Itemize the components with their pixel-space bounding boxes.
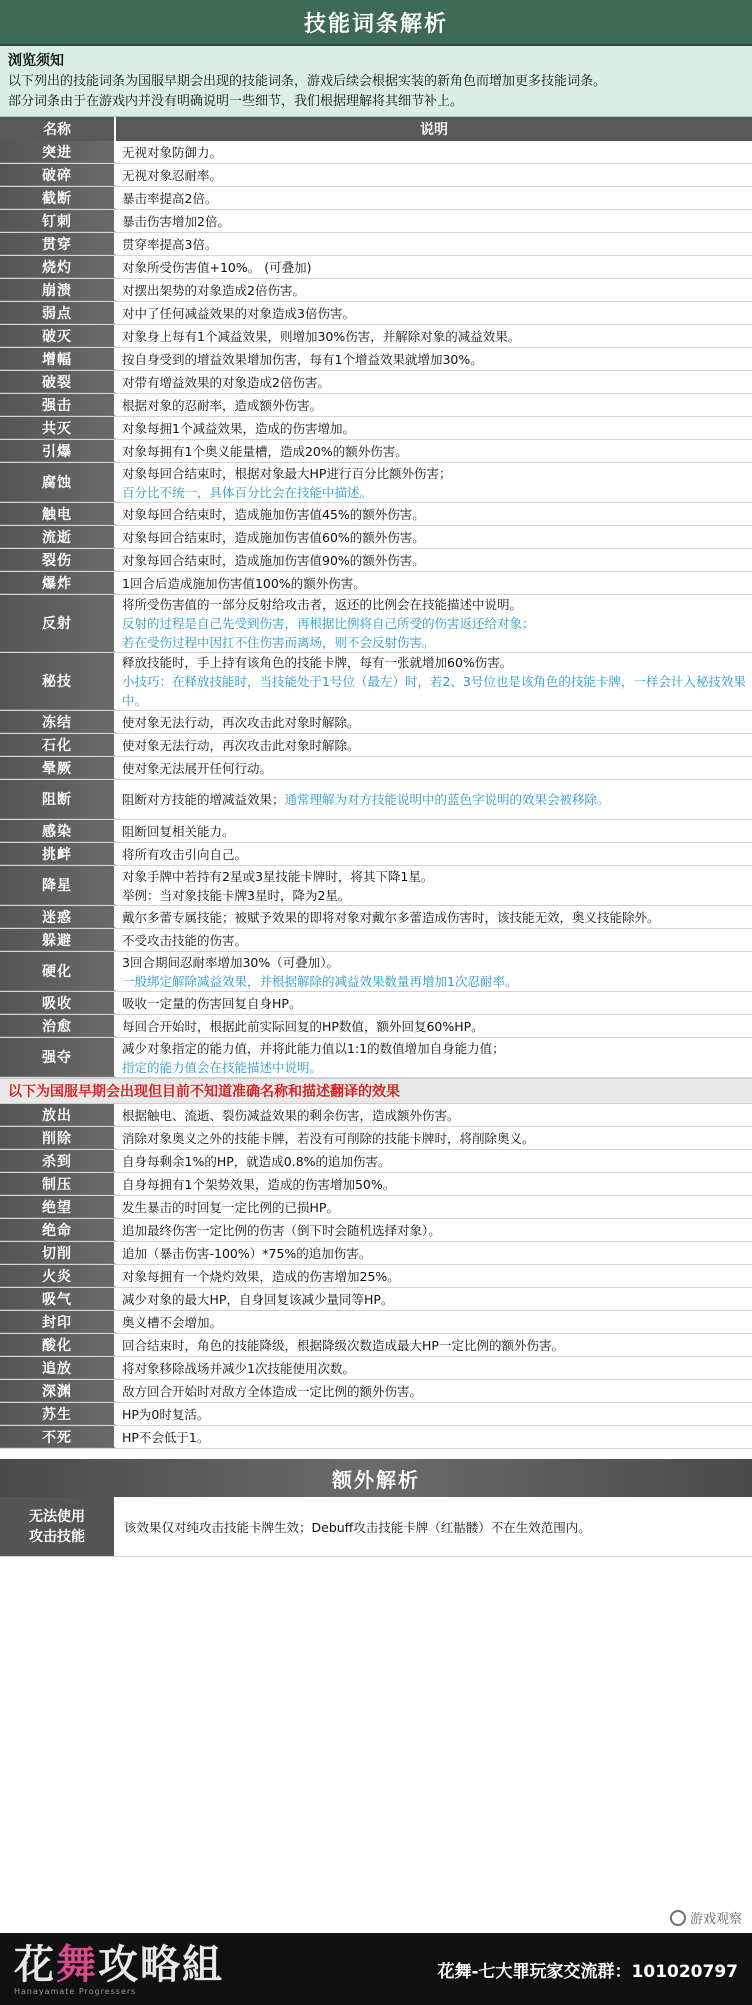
- skill-description: [116, 866, 752, 905]
- skill-name: 强夺: [0, 1038, 116, 1077]
- table-row: [0, 1127, 752, 1150]
- skill-description: [116, 1015, 752, 1037]
- skill-description: [116, 906, 752, 928]
- skill-name: 烧灼: [0, 256, 116, 278]
- skill-name: 反射: [0, 595, 116, 652]
- table-row: [0, 820, 752, 843]
- skill-name: 绝望: [0, 1196, 116, 1218]
- skill-description: [116, 187, 752, 209]
- description-line: 对象手牌中若持有2星或3星技能卡牌时，将其下降1星。: [122, 868, 434, 884]
- description-line: 对象所受伤害值+10%。 (可叠加): [122, 259, 312, 275]
- table-row: [0, 164, 752, 187]
- description-note: 反射的过程是自己先受到伤害，再根据比例将自己所受的伤害返还给对象；: [122, 616, 535, 631]
- skill-name: 增幅: [0, 348, 116, 370]
- table-row: [0, 371, 752, 394]
- watermark-text: 游戏观察: [689, 1912, 742, 1927]
- extra-row-name: [0, 1497, 116, 1556]
- description-line: 将所受伤害值的一部分反射给攻击者，返还的比例会在技能描述中说明。: [122, 597, 523, 612]
- table-row: [0, 348, 752, 371]
- description-note: 小技巧：在释放技能时，当技能处于1号位（最左）时，若2、3号位也是该角色的技能卡牌，一样会计入秘技效果中。: [122, 674, 746, 708]
- skill-description: [116, 463, 752, 502]
- description-line: 对象每回合结束时，造成施加伤害值60%的额外伤害。: [122, 529, 425, 545]
- skill-description: [116, 780, 752, 819]
- skill-name: 放出: [0, 1104, 116, 1126]
- skill-name: 削除: [0, 1127, 116, 1149]
- description-line: HP为0时复活。: [122, 1406, 210, 1422]
- skill-name: 吸收: [0, 992, 116, 1014]
- description-line: 对象每回合结束时，造成施加伤害值45%的额外伤害。: [122, 506, 425, 522]
- table-row: [0, 549, 752, 572]
- skill-description: [116, 141, 752, 163]
- table-row: [0, 256, 752, 279]
- table-row: [0, 1219, 752, 1242]
- skill-description: [116, 417, 752, 439]
- description-line: 戴尔多蕾专属技能；被赋予效果的即将对象对戴尔多蕾造成伤害时，该技能无效，奥义技能除外。: [122, 909, 660, 925]
- notice-line: 以下列出的技能词条为国服早期会出现的技能词条，游戏后续会根据实装的新角色而增加更多技能词条。: [8, 74, 607, 89]
- table-row: [0, 141, 752, 164]
- skill-name: 治愈: [0, 1015, 116, 1037]
- table-row: [0, 1403, 752, 1426]
- skill-name: 弱点: [0, 302, 116, 324]
- skill-name: 贯穿: [0, 233, 116, 255]
- description-line: 自身每剩余1%的HP，就造成0.8%的追加伤害。: [122, 1153, 391, 1169]
- description-line: 使对象无法行动，再次攻击此对象时解除。: [122, 737, 360, 753]
- description-line: 暴击伤害增加2倍。: [122, 213, 230, 229]
- skill-name: 强击: [0, 394, 116, 416]
- table-row: [0, 1288, 752, 1311]
- table-header: [0, 117, 752, 141]
- skill-description: [116, 1334, 752, 1356]
- skill-description: [116, 1380, 752, 1402]
- skill-name: 挑衅: [0, 843, 116, 865]
- skill-name: 制压: [0, 1173, 116, 1195]
- description-line: 对象每回合结束时，造成施加伤害值90%的额外伤害。: [122, 552, 425, 568]
- eye-icon: [670, 1910, 686, 1926]
- table-row: [0, 1038, 752, 1078]
- description-line: 按自身受到的增益效果增加伤害，每有1个增益效果就增加30%。: [122, 351, 483, 367]
- skill-description: [116, 734, 752, 756]
- skill-name: 崩溃: [0, 279, 116, 301]
- table-row: [0, 417, 752, 440]
- watermark: [670, 1908, 742, 1927]
- notice-line: 部分词条由于在游戏内并没有明确说明一些细节，我们根据理解将其细节补上。: [8, 94, 464, 109]
- skill-name: 腐蚀: [0, 463, 116, 502]
- skill-name: 杀到: [0, 1150, 116, 1172]
- skill-description: [116, 992, 752, 1014]
- description-line: 阻断对方技能的增减益效果；: [122, 792, 285, 807]
- skill-name: 触电: [0, 503, 116, 525]
- description-line: 阻断回复相关能力。: [122, 823, 235, 839]
- description-line: 无视对象忍耐率。: [122, 167, 223, 183]
- skill-description: [116, 952, 752, 991]
- table-row: [0, 1104, 752, 1127]
- skill-description: [116, 526, 752, 548]
- description-line: 将对象移除战场并减少1次技能使用次数。: [122, 1360, 355, 1376]
- skill-name: 苏生: [0, 1403, 116, 1425]
- description-line: 贯穿率提高3倍。: [122, 236, 218, 252]
- table-row: [0, 595, 752, 653]
- notice-box: [0, 46, 752, 117]
- skill-name: 降星: [0, 866, 116, 905]
- description-line: 根据对象的忍耐率，造成额外伤害。: [122, 397, 323, 413]
- skill-description: [116, 1242, 752, 1264]
- guild-logo: [14, 1940, 224, 1996]
- table-row: [0, 1311, 752, 1334]
- group-number-text: 花舞-七大罪玩家交流群：101020797: [437, 1961, 738, 1982]
- description-line: 无视对象防御力。: [122, 144, 223, 160]
- skill-name: 晕厥: [0, 757, 116, 779]
- skill-description: [116, 210, 752, 232]
- logo-char: 攻略組: [98, 1940, 224, 1988]
- skill-name: 流逝: [0, 526, 116, 548]
- skill-name: 吸气: [0, 1288, 116, 1310]
- table-row: [0, 757, 752, 780]
- description-line: 对摆出架势的对象造成2倍伤害。: [122, 282, 305, 298]
- skill-name: 躲避: [0, 929, 116, 951]
- skill-name: 引爆: [0, 440, 116, 462]
- skill-name: 冻结: [0, 711, 116, 733]
- description-line: 对象每拥1个减益效果，造成的伤害增加。: [122, 420, 355, 436]
- description-line: 对象每拥有1个奥义能量槽，造成20%的额外伤害。: [122, 443, 408, 459]
- description-line: 消除对象奥义之外的技能卡牌，若没有可削除的技能卡牌时，将削除奥义。: [122, 1130, 535, 1146]
- extra-row-desc: 该效果仅对纯攻击技能卡牌生效；Debuff攻击技能卡牌（红骷髅）不在生效范围内。: [124, 1519, 591, 1535]
- description-note: 百分比不统一，具体百分比会在技能中描述。: [122, 484, 373, 500]
- skill-name: 硬化: [0, 952, 116, 991]
- skill-description: [116, 348, 752, 370]
- skill-table: [0, 141, 752, 1078]
- table-row: [0, 653, 752, 711]
- description-line: 根据触电、流逝、裂伤减益效果的剩余伤害，造成额外伤害。: [122, 1107, 460, 1123]
- table-row: [0, 780, 752, 820]
- description-line: 奥义槽不会增加。: [122, 1314, 223, 1330]
- skill-name: 截断: [0, 187, 116, 209]
- skill-description: [116, 256, 752, 278]
- table-row: [0, 1426, 752, 1449]
- description-line: [122, 790, 746, 809]
- table-row: [0, 187, 752, 210]
- table-row: [0, 1196, 752, 1219]
- skill-description: [116, 1311, 752, 1333]
- table-row: [0, 526, 752, 549]
- skill-description: [116, 820, 752, 842]
- extra-row: [0, 1497, 752, 1557]
- table-row: [0, 1357, 752, 1380]
- table-row: [0, 734, 752, 757]
- table-row: [0, 1015, 752, 1038]
- skill-description: [116, 1104, 752, 1126]
- table-row: [0, 440, 752, 463]
- skill-name: 破裂: [0, 371, 116, 393]
- column-header-desc: 说明: [420, 122, 448, 138]
- skill-description: [116, 549, 752, 571]
- description-line: 对带有增益效果的对象造成2倍伤害。: [122, 374, 330, 390]
- logo-char: 舞: [56, 1940, 98, 1988]
- skill-name: 迷惑: [0, 906, 116, 928]
- skill-description: [116, 1173, 752, 1195]
- table-row: [0, 394, 752, 417]
- skill-name: 秘技: [0, 653, 116, 710]
- skill-description: [116, 929, 752, 951]
- uncertain-skill-table: [0, 1104, 752, 1449]
- skill-name: 酸化: [0, 1334, 116, 1356]
- skill-description: [116, 653, 752, 710]
- skill-description: [116, 302, 752, 324]
- table-row: [0, 906, 752, 929]
- table-row: [0, 210, 752, 233]
- description-line: 1回合后造成施加伤害值100%的额外伤害。: [122, 575, 366, 591]
- description-line: 吸收一定量的伤害回复自身HP。: [122, 995, 302, 1011]
- table-row: [0, 1242, 752, 1265]
- description-line: 每回合开始时，根据此前实际回复的HP数值，额外回复60%HP。: [122, 1018, 484, 1034]
- table-row: [0, 843, 752, 866]
- description-note: 若在受伤过程中因扛不住伤害而离场，则不会反射伤害。: [122, 635, 435, 650]
- description-line: 使对象无法展开任何行动。: [122, 760, 273, 776]
- column-header-name: 名称: [0, 117, 116, 141]
- table-row: [0, 463, 752, 503]
- description-line: 将所有攻击引向自己。: [122, 846, 248, 862]
- description-note: 指定的能力值会在技能描述中说明。: [122, 1059, 323, 1075]
- table-row: [0, 325, 752, 348]
- skill-description: [116, 1357, 752, 1379]
- skill-name: 封印: [0, 1311, 116, 1333]
- extra-name-line: 无法使用: [29, 1508, 85, 1525]
- skill-name: 破碎: [0, 164, 116, 186]
- description-line: 暴击率提高2倍。: [122, 190, 218, 206]
- skill-description: [116, 1127, 752, 1149]
- description-line: 对象每拥有一个烧灼效果，造成的伤害增加25%。: [122, 1268, 400, 1284]
- skill-name: 不死: [0, 1426, 116, 1448]
- description-line: 敌方回合开始时对敌方全体造成一定比例的额外伤害。: [122, 1383, 423, 1399]
- description-line: HP不会低于1。: [122, 1429, 210, 1445]
- description-line: 对象每回合结束时，根据对象最大HP进行百分比额外伤害；: [122, 465, 452, 481]
- skill-name: 深渊: [0, 1380, 116, 1402]
- skill-description: [116, 572, 752, 594]
- skill-name: 突进: [0, 141, 116, 163]
- table-row: [0, 992, 752, 1015]
- skill-description: [116, 711, 752, 733]
- uncertain-section-heading: 以下为国服早期会出现但目前不知道准确名称和描述翻译的效果: [0, 1078, 752, 1104]
- skill-name: 火炎: [0, 1265, 116, 1287]
- skill-description: [116, 595, 752, 652]
- extra-name-line: 攻击技能: [29, 1528, 85, 1545]
- table-row: [0, 1265, 752, 1288]
- skill-name: 爆炸: [0, 572, 116, 594]
- skill-name: 感染: [0, 820, 116, 842]
- skill-name: 共灭: [0, 417, 116, 439]
- description-line: 对象身上每有1个减益效果，则增加30%伤害，并解除对象的减益效果。: [122, 328, 521, 344]
- description-line: 释放技能时，手上持有该角色的技能卡牌，每有一张就增加60%伤害。: [122, 655, 513, 670]
- description-line: 追加最终伤害一定比例的伤害（倒下时会随机选择对象）。: [122, 1222, 441, 1238]
- footer: [0, 1933, 752, 2005]
- skill-name: 绝命: [0, 1219, 116, 1241]
- extra-heading: 额外解析: [0, 1459, 752, 1497]
- description-line: 使对象无法行动，再次攻击此对象时解除。: [122, 714, 360, 730]
- table-row: [0, 1173, 752, 1196]
- description-line: 不受攻击技能的伤害。: [122, 932, 248, 948]
- logo-subtitle: Hanayamate Progressers: [14, 1986, 137, 1996]
- description-note: 通常理解为对方技能说明中的蓝色字说明的效果会被移除。: [284, 792, 610, 807]
- skill-description: [116, 757, 752, 779]
- table-row: [0, 302, 752, 325]
- skill-description: [116, 843, 752, 865]
- table-row: [0, 1150, 752, 1173]
- description-line: 发生暴击的时回复一定比例的已损HP。: [122, 1199, 339, 1215]
- skill-description: [116, 233, 752, 255]
- skill-description: [116, 1403, 752, 1425]
- table-row: [0, 929, 752, 952]
- skill-description: [116, 1288, 752, 1310]
- notice-heading: 浏览须知: [8, 53, 64, 69]
- description-line: 对中了任何减益效果的对象造成3倍伤害。: [122, 305, 355, 321]
- skill-description: [116, 503, 752, 525]
- skill-description: [116, 279, 752, 301]
- table-row: [0, 866, 752, 906]
- skill-name: 石化: [0, 734, 116, 756]
- skill-description: [116, 394, 752, 416]
- skill-name: 切削: [0, 1242, 116, 1264]
- description-note: 一般绑定解除减益效果，并根据解除的减益效果数量再增加1次忍耐率。: [122, 973, 518, 989]
- skill-name: 裂伤: [0, 549, 116, 571]
- skill-description: [116, 1265, 752, 1287]
- skill-description: [116, 440, 752, 462]
- logo-char: 花: [14, 1940, 56, 1988]
- skill-name: 钉刺: [0, 210, 116, 232]
- table-row: [0, 1334, 752, 1357]
- description-line: 3回合期间忍耐率增加30%（可叠加）。: [122, 954, 339, 970]
- table-row: [0, 1380, 752, 1403]
- description-line: 追加（暴击伤害-100%）*75%的追加伤害。: [122, 1245, 372, 1261]
- table-row: [0, 233, 752, 256]
- description-line: 举例：当对象技能卡牌3星时，降为2星。: [122, 887, 351, 903]
- skill-name: 追放: [0, 1357, 116, 1379]
- skill-description: [116, 164, 752, 186]
- table-row: [0, 279, 752, 302]
- skill-name: 破灭: [0, 325, 116, 347]
- skill-description: [116, 1219, 752, 1241]
- skill-description: [116, 1196, 752, 1218]
- skill-description: [116, 371, 752, 393]
- description-line: 回合结束时，角色的技能降级，根据降级次数造成最大HP一定比例的额外伤害。: [122, 1337, 564, 1353]
- skill-description: [116, 325, 752, 347]
- table-row: [0, 952, 752, 992]
- description-line: 减少对象的最大HP，自身回复该减少量同等HP。: [122, 1291, 394, 1307]
- skill-name: 阻断: [0, 780, 116, 819]
- skill-description: [116, 1426, 752, 1448]
- table-row: [0, 503, 752, 526]
- skill-description: [116, 1150, 752, 1172]
- table-row: [0, 572, 752, 595]
- table-row: [0, 711, 752, 734]
- skill-description: [116, 1038, 752, 1077]
- description-line: 自身每拥有1个架势效果，造成的伤害增加50%。: [122, 1176, 396, 1192]
- description-line: 减少对象指定的能力值，并将此能力值以1:1的数值增加自身能力值；: [122, 1040, 505, 1056]
- page-title: 技能词条解析: [0, 0, 752, 46]
